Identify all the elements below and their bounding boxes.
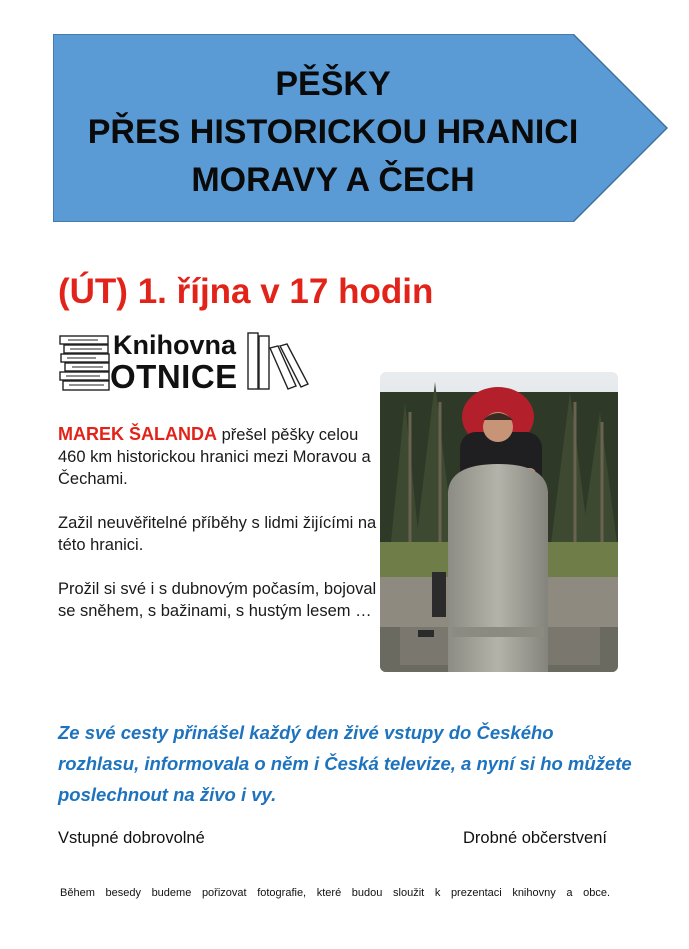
speaker-photo xyxy=(380,372,618,672)
paragraph-weather: Prožil si své i s dubnovým počasím, bojoval se sněhem, s bažinami, s hustým lesem … xyxy=(58,580,377,620)
refreshments: Drobné občerstvení xyxy=(463,829,607,847)
title-banner xyxy=(53,34,668,222)
event-date: (ÚT) 1. října v 17 hodin xyxy=(58,272,434,311)
entry-fee: Vstupné dobrovolné xyxy=(58,829,205,847)
banner-line-1: PĚŠKY xyxy=(275,65,391,103)
banner-line-3: MORAVY A ČECH xyxy=(191,161,475,199)
logo-text-otnice: OTNICE xyxy=(110,358,238,395)
intro-text: přešel pěšky celou 460 km historickou hranici mezi Moravou a Čechami. xyxy=(58,426,371,488)
intro-paragraph xyxy=(58,423,378,490)
speaker-name: MAREK ŠALANDA xyxy=(58,424,217,444)
highlight-text: Ze své cesty přinášel každý den živé vstupy do Českého rozhlasu, informovala o něm i Česká televize, a nyní si ho můžete poslechnout na živo i vy. xyxy=(58,722,632,805)
logo-text-knihovna: Knihovna xyxy=(113,330,237,360)
photo-notice: Během besedy budeme pořizovat fotografie, které budou sloužit k prezentaci knihovny a obce. xyxy=(60,887,610,899)
paragraph-stories: Zažil neuvěřitelné příběhy s lidmi žijícími na této hranici. xyxy=(58,514,377,554)
library-logo xyxy=(58,330,313,394)
banner-title xyxy=(53,60,613,204)
banner-line-2: PŘES HISTORICKOU HRANICI xyxy=(87,113,579,151)
photo-image xyxy=(380,372,618,672)
